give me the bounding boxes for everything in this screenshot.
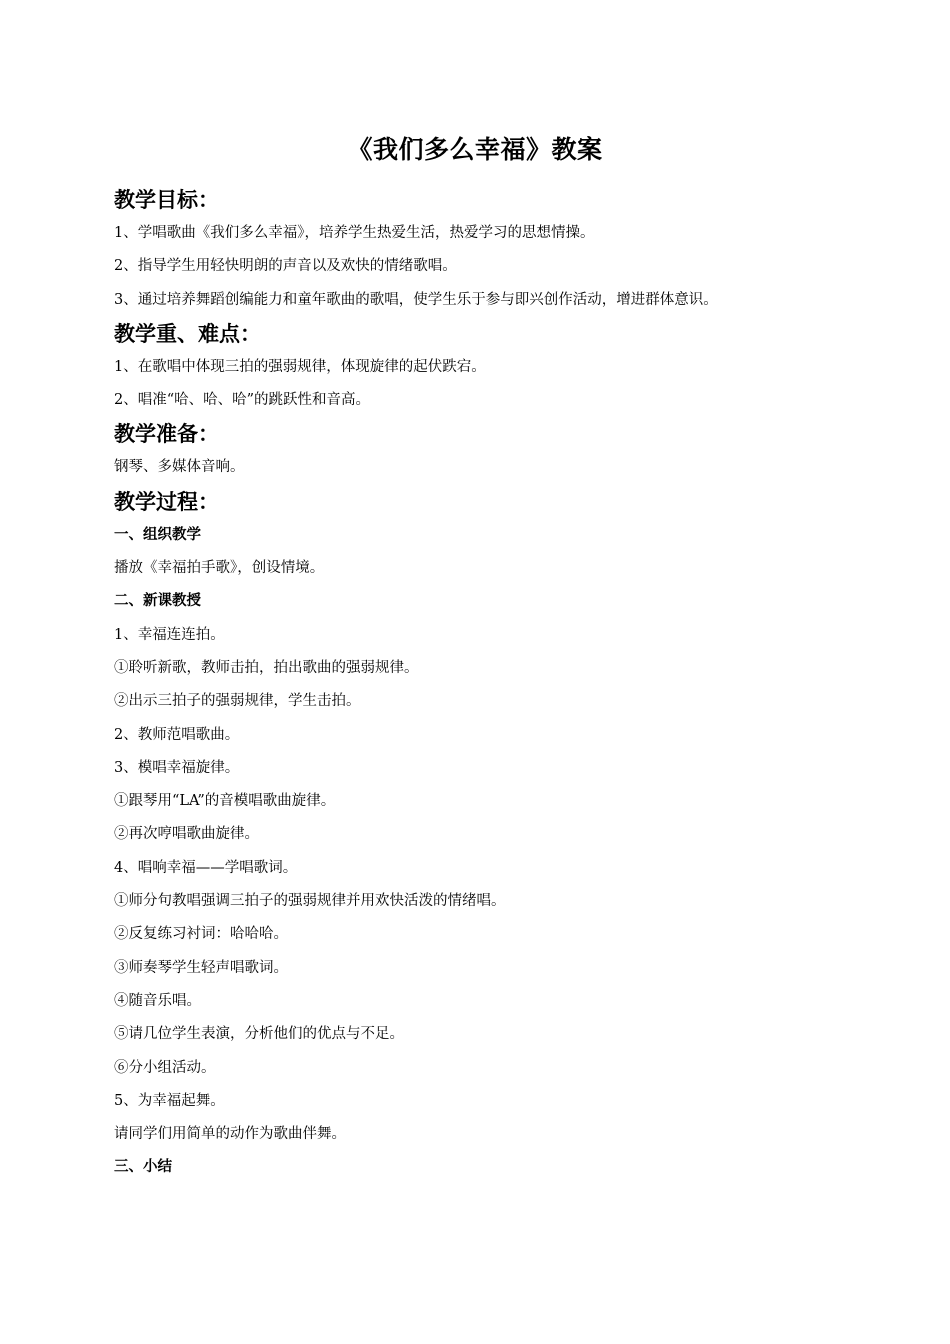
process-line: ③师奏琴学生轻声唱歌词。: [114, 959, 288, 976]
process-line: 请同学们用简单的动作为歌曲伴舞。: [114, 1126, 346, 1143]
process-line: 1、幸福连连拍。: [114, 626, 225, 643]
process-line: 4、唱响幸福——学唱歌词。: [114, 859, 298, 876]
process-line: 3、模唱幸福旋律。: [114, 759, 240, 776]
process-line: ④随音乐唱。: [114, 992, 201, 1009]
section-heading-objectives: 教学目标：: [114, 188, 219, 212]
document-title: 《我们多么幸福》教案: [347, 135, 603, 164]
preparation-line: 钢琴、多媒体音响。: [114, 459, 245, 476]
process-line: 5、为幸福起舞。: [114, 1092, 225, 1109]
objective-line: 3、通过培养舞蹈创编能力和童年歌曲的歌唱，使学生乐于参与即兴创作活动，增进群体意识。: [114, 291, 718, 308]
objective-line: 2、指导学生用轻快明朗的声音以及欢快的情绪歌唱。: [114, 258, 457, 275]
process-line: ②反复练习衬词：哈哈哈。: [114, 926, 288, 943]
process-line: ①聆听新歌，教师击拍，拍出歌曲的强弱规律。: [114, 659, 419, 676]
subsection-heading-organize: 一、组织教学: [114, 526, 201, 543]
section-heading-process: 教学过程：: [114, 489, 219, 514]
process-line: ①跟琴用“LA”的音模唱歌曲旋律。: [114, 793, 336, 810]
subsection-heading-summary: 三、小结: [114, 1159, 172, 1176]
process-line: 2、教师范唱歌曲。: [114, 726, 240, 743]
key-point-line: 1、在歌唱中体现三拍的强弱规律，体现旋律的起伏跌宕。: [114, 358, 486, 375]
section-heading-key-points: 教学重、难点：: [114, 321, 261, 346]
objective-line: 1、学唱歌曲《我们多么幸福》，培养学生热爱生活，热爱学习的思想情操。: [114, 225, 595, 241]
process-line: ②出示三拍子的强弱规律，学生击拍。: [114, 693, 361, 710]
document-body: [114, 183, 834, 1185]
key-point-line: 2、唱准“哈、哈、哈”的跳跃性和音高。: [114, 392, 371, 409]
process-line: 播放《幸福拍手歌》，创设情境。: [114, 560, 325, 577]
process-line: ⑥分小组活动。: [114, 1059, 216, 1076]
process-line: ①师分句教唱强调三拍子的强弱规律并用欢快活泼的情绪唱。: [114, 893, 506, 910]
subsection-heading-new-lesson: 二、新课教授: [114, 593, 201, 610]
section-heading-preparation: 教学准备：: [114, 422, 219, 447]
process-line: ⑤请几位学生表演，分析他们的优点与不足。: [114, 1026, 404, 1043]
process-line: ②再次哼唱歌曲旋律。: [114, 826, 259, 843]
